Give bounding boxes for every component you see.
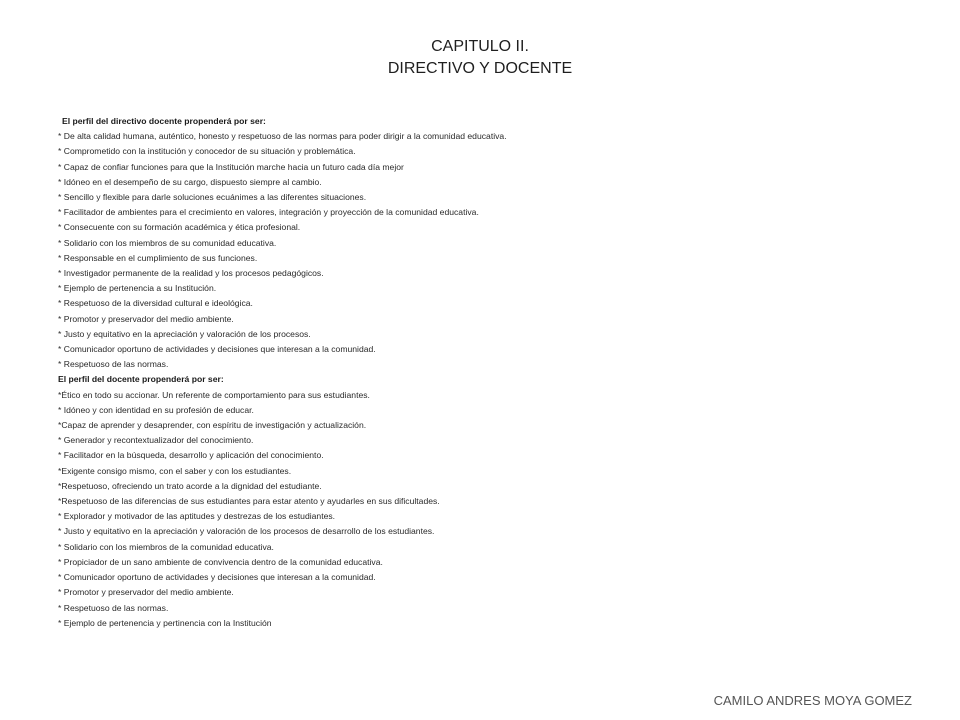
docente-item: *Respetuoso de las diferencias de sus estudiantes para estar atento y ayudarles en sus dificultades.	[58, 496, 440, 507]
directivo-item: * Capaz de confiar funciones para que la Institución marche hacia un futuro cada día mejor	[58, 161, 404, 172]
docente-item: * Justo y equitativo en la apreciación y valoración de los procesos de desarrollo de los estudiantes.	[58, 526, 435, 537]
docente-item: * Idóneo y con identidad en su profesión de educar.	[58, 404, 254, 415]
docente-item: * Generador y recontextualizador del conocimiento.	[58, 435, 254, 446]
directivo-item: * Sencillo y flexible para darle soluciones ecuánimes a las diferentes situaciones.	[58, 192, 367, 203]
directivo-item: * Investigador permanente de la realidad y los procesos pedagógicos.	[58, 268, 324, 279]
docente-item: * Comunicador oportuno de actividades y decisiones que interesan a la comunidad.	[58, 572, 376, 583]
directivo-item: * Idóneo en el desempeño de su cargo, dispuesto siempre al cambio.	[58, 176, 322, 187]
docente-heading: El perfil del docente propenderá por ser:	[58, 374, 224, 385]
docente-item: *Ético en todo su accionar. Un referente de comportamiento para sus estudiantes.	[58, 389, 370, 400]
docente-item: * Facilitador en la búsqueda, desarrollo y aplicación del conocimiento.	[58, 450, 324, 461]
directivo-item: * Responsable en el cumplimiento de sus funciones.	[58, 252, 258, 263]
directivo-item: * Facilitador de ambientes para el crecimiento en valores, integración y proyección de la comunidad educativa.	[58, 207, 479, 218]
author-footer: CAMILO ANDRES MOYA GOMEZ	[713, 693, 912, 708]
chapter-title: CAPITULO II.	[431, 38, 529, 55]
docente-item: * Explorador y motivador de las aptitudes y destrezas de los estudiantes.	[58, 511, 336, 522]
docente-item: * Propiciador de un sano ambiente de convivencia dentro de la comunidad educativa.	[58, 556, 383, 567]
directivo-item: * De alta calidad humana, auténtico, honesto y respetuoso de las normas para poder dirigir a la comunidad educativa.	[58, 131, 507, 142]
directivo-item: * Promotor y preservador del medio ambiente.	[58, 313, 234, 324]
docente-item: *Respetuoso, ofreciendo un trato acorde a la dignidad del estudiante.	[58, 480, 322, 491]
directivo-item: * Comprometido con la institución y conocedor de su situación y problemática.	[58, 146, 356, 157]
directivo-item: * Ejemplo de pertenencia a su Institución.	[58, 283, 217, 294]
docente-item: *Exigente consigo mismo, con el saber y con los estudiantes.	[58, 465, 292, 476]
docente-item: * Ejemplo de pertenencia y pertinencia con la Institución	[58, 617, 272, 628]
chapter-subtitle: DIRECTIVO Y DOCENTE	[387, 60, 573, 77]
directivo-item: * Consecuente con su formación académica y ética profesional.	[58, 222, 301, 233]
docente-item: *Capaz de aprender y desaprender, con espíritu de investigación y actualización.	[58, 420, 367, 431]
docente-item: * Respetuoso de las normas.	[58, 602, 169, 613]
profile-list	[58, 114, 818, 631]
directivo-item: * Solidario con los miembros de su comunidad educativa.	[58, 237, 277, 248]
directivo-heading: El perfil del directivo docente propenderá por ser:	[62, 116, 266, 126]
directivo-item: * Respetuoso de las normas.	[58, 359, 169, 370]
directivo-item: * Comunicador oportuno de actividades y decisiones que interesan a la comunidad.	[58, 344, 376, 355]
docente-item: * Solidario con los miembros de la comunidad educativa.	[58, 541, 274, 552]
docente-item: * Promotor y preservador del medio ambiente.	[58, 587, 234, 598]
directivo-item: * Justo y equitativo en la apreciación y valoración de los procesos.	[58, 328, 311, 339]
directivo-item: * Respetuoso de la diversidad cultural e ideológica.	[58, 298, 253, 309]
slide-title	[0, 36, 960, 80]
